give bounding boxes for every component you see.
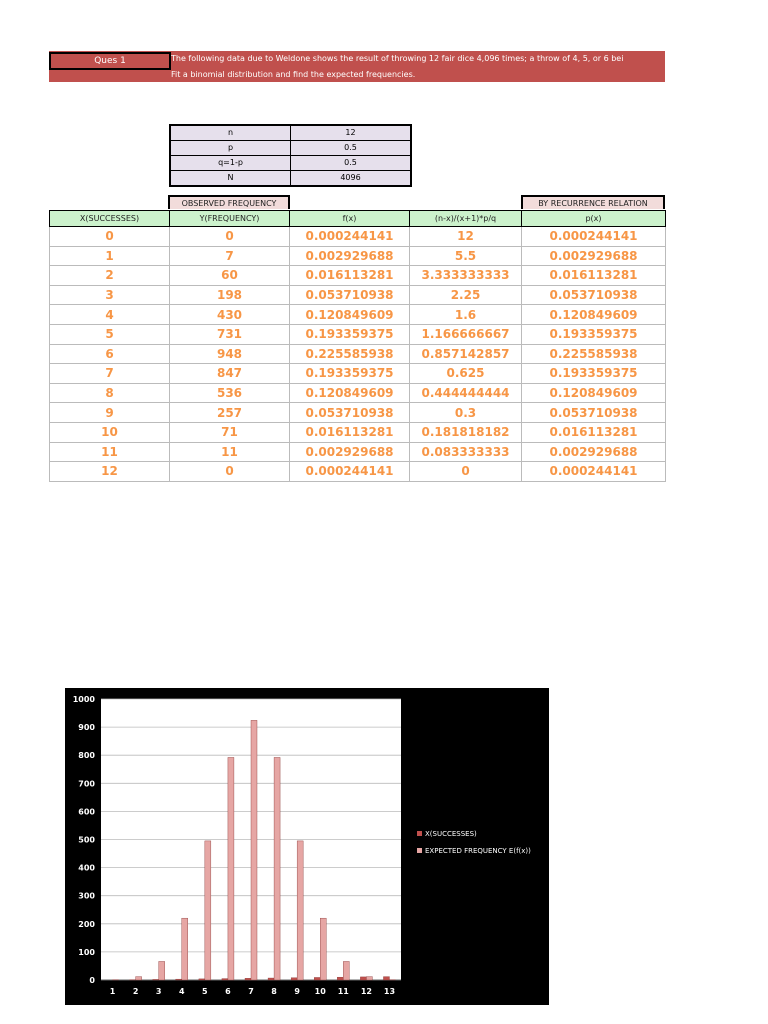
table-row (50, 285, 666, 305)
bar-2 (182, 918, 188, 980)
x-tick-label: 4 (178, 987, 185, 996)
table-cell: 0.002929688 (290, 442, 410, 462)
y-tick-label: 200 (78, 919, 95, 929)
table-cell: 0.000244141 (522, 227, 666, 247)
bar-1 (199, 979, 205, 980)
table-cell: 7 (170, 246, 290, 266)
column-header: Y(FREQUENCY) (170, 211, 290, 227)
column-header: X(SUCCESSES) (50, 211, 170, 227)
x-tick-label: 13 (383, 987, 396, 996)
table-cell: 0.193359375 (290, 364, 410, 384)
table-cell: 12 (50, 462, 170, 482)
table-cell: 0.053710938 (290, 285, 410, 305)
table-cell: 7 (50, 364, 170, 384)
bar-2 (205, 841, 211, 980)
x-tick-label: 1 (109, 987, 116, 996)
table-cell: 3 (50, 285, 170, 305)
question-text-line-1: The following data due to Weldone shows the result of throwing 12 fair dice 4,096 times; a throw of 4, 5, or 6 bei (171, 54, 624, 63)
table-row (50, 227, 666, 247)
table-cell: 257 (170, 403, 290, 423)
bar-2 (366, 977, 372, 980)
table-cell: 1.6 (410, 305, 522, 325)
recurrence-relation-header: BY RECURRENCE RELATION (521, 195, 665, 209)
column-header: (n-x)/(x+1)*p/q (410, 211, 522, 227)
bar-1 (291, 978, 297, 980)
table-cell: 0 (50, 227, 170, 247)
table-cell: 60 (170, 266, 290, 286)
table-cell: 0.053710938 (290, 403, 410, 423)
x-tick-label: 12 (360, 987, 372, 996)
param-label: n (170, 125, 291, 141)
bar-2 (343, 961, 349, 980)
table-row (50, 442, 666, 462)
column-header: f(x) (290, 211, 410, 227)
bar-1 (337, 977, 343, 980)
bar-1 (222, 979, 228, 980)
param-value: 12 (291, 125, 412, 141)
table-cell: 9 (50, 403, 170, 423)
table-cell: 2.25 (410, 285, 522, 305)
table-cell: 0.000244141 (522, 462, 666, 482)
param-value: 0.5 (291, 156, 412, 171)
table-cell: 11 (50, 442, 170, 462)
table-row (50, 422, 666, 442)
param-row (170, 125, 411, 141)
x-tick-label: 6 (225, 987, 231, 996)
question-label: Ques 1 (49, 52, 171, 70)
x-tick-label: 9 (294, 987, 300, 996)
table-cell: 3.333333333 (410, 266, 522, 286)
x-tick-label: 5 (202, 987, 208, 996)
bar-2 (159, 961, 165, 980)
table-cell: 0.193359375 (522, 324, 666, 344)
table-cell: 0.002929688 (290, 246, 410, 266)
y-tick-label: 400 (78, 863, 95, 873)
bar-2 (251, 720, 257, 980)
table-cell: 0.000244141 (290, 462, 410, 482)
table-row (50, 462, 666, 482)
table-cell: 11 (170, 442, 290, 462)
table-cell: 0.193359375 (290, 324, 410, 344)
legend-swatch (417, 831, 422, 836)
y-tick-label: 100 (78, 947, 95, 957)
table-cell: 1.166666667 (410, 324, 522, 344)
table-cell: 0.193359375 (522, 364, 666, 384)
y-tick-label: 700 (78, 779, 95, 789)
x-tick-label: 11 (337, 987, 349, 996)
param-label: N (170, 171, 291, 187)
table-cell: 0 (170, 227, 290, 247)
table-cell: 4 (50, 305, 170, 325)
table-cell: 0.120849609 (522, 383, 666, 403)
table-row (50, 403, 666, 423)
table-cell: 5 (50, 324, 170, 344)
table-cell: 731 (170, 324, 290, 344)
binomial-bar-chart (65, 688, 549, 1005)
table-row (50, 324, 666, 344)
y-tick-label: 300 (78, 891, 95, 901)
table-cell: 2 (50, 266, 170, 286)
param-value: 4096 (291, 171, 412, 187)
table-cell: 5.5 (410, 246, 522, 266)
table-row (50, 344, 666, 364)
y-tick-label: 900 (78, 723, 95, 733)
frequency-table (49, 210, 666, 482)
param-row (170, 171, 411, 187)
x-tick-label: 10 (314, 987, 326, 996)
table-cell: 12 (410, 227, 522, 247)
table-cell: 10 (50, 422, 170, 442)
table-cell: 1 (50, 246, 170, 266)
table-cell: 0.181818182 (410, 422, 522, 442)
table-cell: 0.002929688 (522, 442, 666, 462)
bar-2 (320, 918, 326, 980)
bar-1 (314, 977, 320, 980)
bar-1 (360, 977, 366, 980)
legend-label: X(SUCCESSES) (425, 830, 477, 838)
param-row (170, 141, 411, 156)
y-tick-label: 600 (78, 807, 95, 817)
table-cell: 948 (170, 344, 290, 364)
param-label: q=1-p (170, 156, 291, 171)
param-value: 0.5 (291, 141, 412, 156)
x-tick-label: 2 (132, 987, 139, 996)
y-tick-label: 500 (78, 835, 95, 845)
table-cell: 71 (170, 422, 290, 442)
param-label: p (170, 141, 291, 156)
table-cell: 8 (50, 383, 170, 403)
bar-1 (268, 978, 274, 980)
table-cell: 0.053710938 (522, 403, 666, 423)
y-tick-label: 0 (89, 976, 95, 985)
table-row (50, 266, 666, 286)
x-tick-label: 7 (248, 987, 254, 996)
y-tick-label: 1000 (72, 695, 95, 704)
table-row (50, 364, 666, 384)
param-row (170, 156, 411, 171)
table-cell: 0.225585938 (290, 344, 410, 364)
table-cell: 0.053710938 (522, 285, 666, 305)
table-cell: 0.625 (410, 364, 522, 384)
table-cell: 0 (170, 462, 290, 482)
bar-1 (153, 979, 159, 980)
table-cell: 0.3 (410, 403, 522, 423)
table-cell: 430 (170, 305, 290, 325)
table-cell: 0.000244141 (290, 227, 410, 247)
table-row (50, 246, 666, 266)
table-cell: 6 (50, 344, 170, 364)
table-cell: 0.225585938 (522, 344, 666, 364)
bar-2 (274, 757, 280, 980)
column-header: p(x) (522, 211, 666, 227)
table-cell: 0.120849609 (522, 305, 666, 325)
y-tick-label: 800 (78, 751, 95, 761)
observed-frequency-header: OBSERVED FREQUENCY (168, 195, 290, 209)
table-cell: 0.002929688 (522, 246, 666, 266)
table-cell: 0.016113281 (522, 422, 666, 442)
table-cell: 0.857142857 (410, 344, 522, 364)
table-cell: 0 (410, 462, 522, 482)
table-cell: 0.120849609 (290, 305, 410, 325)
x-tick-label: 8 (271, 987, 277, 996)
parameters-table (169, 124, 412, 187)
table-cell: 0.444444444 (410, 383, 522, 403)
bar-1 (245, 978, 251, 980)
table-cell: 0.120849609 (290, 383, 410, 403)
bar-2 (228, 757, 234, 980)
table-cell: 0.016113281 (290, 266, 410, 286)
table-cell: 847 (170, 364, 290, 384)
table-row (50, 383, 666, 403)
table-cell: 0.083333333 (410, 442, 522, 462)
legend-swatch (417, 848, 422, 853)
bar-2 (297, 841, 303, 980)
question-text-line-2: Fit a binomial distribution and find the expected frequencies. (171, 70, 416, 79)
table-cell: 0.016113281 (290, 422, 410, 442)
x-tick-label: 3 (155, 987, 162, 996)
bar-1 (383, 977, 389, 980)
table-cell: 536 (170, 383, 290, 403)
bar-2 (136, 977, 142, 980)
table-row (50, 305, 666, 325)
bar-1 (176, 979, 182, 980)
legend-label: EXPECTED FREQUENCY E(f(x)) (425, 847, 531, 855)
table-cell: 0.016113281 (522, 266, 666, 286)
table-cell: 198 (170, 285, 290, 305)
